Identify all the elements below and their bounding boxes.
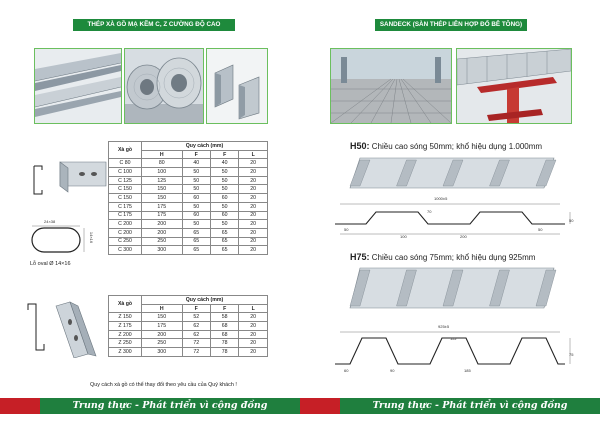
h75-code: H75: (350, 252, 370, 262)
z-cell: 62 (182, 330, 210, 339)
c-cell: 175 (142, 211, 183, 220)
z-cell: 20 (239, 348, 268, 357)
c-cell: 65 (210, 228, 238, 237)
z-cell: 20 (239, 339, 268, 348)
hole-width-dim: 24×38 (44, 219, 56, 224)
c-cell: C 125 (109, 176, 142, 185)
h50-dim-b: 200 (460, 234, 467, 239)
z-cell: 72 (182, 339, 210, 348)
c-row (109, 228, 268, 237)
c-row (109, 194, 268, 203)
c-cell: 20 (239, 228, 268, 237)
c-cell: C 175 (109, 211, 142, 220)
c-cell: 20 (239, 220, 268, 229)
c-sub-h: H (142, 150, 183, 159)
z-row (109, 348, 268, 357)
c-cell: 65 (182, 246, 210, 255)
hole-height-dim: 14×16 (89, 231, 95, 244)
c-cell: 20 (239, 159, 268, 168)
h75-title (350, 252, 535, 262)
sandeck-banner: SANDECK (SÀN THÉP LIÊN HỢP ĐỔ BÊ TÔNG) (375, 19, 527, 31)
z-cell: 68 (210, 330, 238, 339)
steel-coils-photo (124, 48, 204, 124)
c-cell: 60 (210, 211, 238, 220)
c-purlin-drawing (30, 160, 110, 200)
z-purlin-table (108, 295, 268, 357)
c-cell: 200 (142, 228, 183, 237)
purlin-banner: THÉP XÀ GỒ MẠ KẼM C, Z CƯỜNG ĐỘ CAO (73, 19, 235, 31)
h75-text: Chiều cao sóng 75mm; khổ hiệu dụng 925mm (369, 253, 536, 262)
z-cell: 200 (142, 330, 183, 339)
z-sub-l: L (239, 304, 268, 313)
c-row (109, 202, 268, 211)
c-cell: C 300 (109, 246, 142, 255)
z-cell: Z 250 (109, 339, 142, 348)
c-cell: 20 (239, 202, 268, 211)
z-cell: 20 (239, 330, 268, 339)
oval-hole-drawing (30, 224, 90, 256)
z-row (109, 313, 268, 322)
c-cell: 125 (142, 176, 183, 185)
z-sub-f1: F (182, 304, 210, 313)
z-cell: 20 (239, 322, 268, 331)
h50-dim-height: 50 (569, 218, 574, 223)
footer-slogan-left: Trung thực - Phát triển vì cộng đồng (72, 400, 268, 411)
h50-text: Chiều cao sóng 50mm; khổ hiệu dụng 1.000mm (369, 142, 543, 151)
z-purlin-drawing (26, 300, 106, 358)
c-cell: 200 (142, 220, 183, 229)
h50-deck-3d (340, 152, 570, 194)
z-cell: 62 (182, 322, 210, 331)
c-cell: C 175 (109, 202, 142, 211)
z-cell: 58 (210, 313, 238, 322)
c-cell: 150 (142, 194, 183, 203)
c-cell: 60 (182, 194, 210, 203)
c-col-xago: Xà gồ (109, 142, 142, 159)
c-row (109, 185, 268, 194)
c-cell: 50 (210, 176, 238, 185)
z-row (109, 322, 268, 331)
h50-dim-right: 50 (538, 227, 543, 232)
c-cell: C 200 (109, 220, 142, 229)
c-sub-f1: F (182, 150, 210, 159)
c-cell: 50 (182, 185, 210, 194)
z-sub-f2: F (210, 304, 238, 313)
footer-slogan-right: Trung thực - Phát triển vì cộng đồng (372, 400, 568, 411)
z-row (109, 339, 268, 348)
c-row (109, 246, 268, 255)
z-cell: 78 (210, 339, 238, 348)
c-cell: C 250 (109, 237, 142, 246)
z-cell: 52 (182, 313, 210, 322)
c-cell: 20 (239, 168, 268, 177)
z-cell: 150 (142, 313, 183, 322)
c-cell: 60 (182, 211, 210, 220)
c-cell: 20 (239, 237, 268, 246)
right-page (300, 0, 600, 424)
c-cell: 50 (210, 220, 238, 229)
c-cell: 50 (210, 168, 238, 177)
c-cell: C 150 (109, 185, 142, 194)
z-cell: 300 (142, 348, 183, 357)
z-row (109, 330, 268, 339)
c-cell: 60 (210, 194, 238, 203)
c-cell: 175 (142, 202, 183, 211)
z-cell: 250 (142, 339, 183, 348)
c-cell: 65 (182, 237, 210, 246)
c-cell: 40 (210, 159, 238, 168)
c-col-group: Quy cách (mm) (142, 142, 268, 151)
c-cell: 50 (182, 176, 210, 185)
z-cell: Z 300 (109, 348, 142, 357)
h50-width: 1000±5 (434, 196, 448, 201)
c-cell: 40 (182, 159, 210, 168)
h50-title (350, 141, 542, 151)
c-cell: C 150 (109, 194, 142, 203)
c-row (109, 168, 268, 177)
h75-dim-left: 60 (344, 368, 349, 373)
c-sub-f2: F (210, 150, 238, 159)
c-cell: 80 (142, 159, 183, 168)
z-cell: 72 (182, 348, 210, 357)
steel-purlins-photo (34, 48, 122, 124)
c-sub-l: L (239, 150, 268, 159)
steel-deck-beam-photo (456, 48, 572, 124)
c-row (109, 176, 268, 185)
c-cell: 65 (210, 246, 238, 255)
c-row (109, 220, 268, 229)
c-cell: 50 (210, 202, 238, 211)
c-purlin-table (108, 141, 268, 255)
c-row (109, 211, 268, 220)
c-cell: 150 (142, 185, 183, 194)
c-cell: C 80 (109, 159, 142, 168)
footer-right (300, 398, 600, 414)
c-cell: 50 (182, 220, 210, 229)
c-cell: 50 (182, 168, 210, 177)
c-cell: 250 (142, 237, 183, 246)
z-cell: Z 175 (109, 322, 142, 331)
h50-code: H50: (350, 141, 370, 151)
h75-width: 925±5 (438, 324, 450, 329)
c-cell: 50 (182, 202, 210, 211)
z-col-group: Quy cách (mm) (142, 296, 268, 305)
z-cell: 175 (142, 322, 183, 331)
z-cell: Z 150 (109, 313, 142, 322)
h50-dim-left: 50 (344, 227, 349, 232)
c-row (109, 159, 268, 168)
c-cell: 20 (239, 246, 268, 255)
spec-note: Quy cách xà gồ có thể thay đổi theo yêu cầu của Quý khách ! (90, 382, 237, 388)
z-cell: 68 (210, 322, 238, 331)
c-cell: 20 (239, 185, 268, 194)
z-cell: Z 200 (109, 330, 142, 339)
oval-hole-label: Lỗ oval Ø 14×16 (30, 261, 71, 267)
c-purlins-photo (206, 48, 268, 124)
c-cell: 65 (210, 237, 238, 246)
c-cell: 20 (239, 176, 268, 185)
z-cell: 20 (239, 313, 268, 322)
h75-deck-3d (340, 262, 570, 314)
c-cell: C 200 (109, 228, 142, 237)
c-cell: 300 (142, 246, 183, 255)
h75-dim-top: 115 (450, 336, 457, 341)
h50-dim-top: 70 (427, 209, 432, 214)
warehouse-floor-photo (330, 48, 452, 124)
c-cell: 65 (182, 228, 210, 237)
c-cell: 20 (239, 194, 268, 203)
c-row (109, 237, 268, 246)
z-col-xago: Xà gồ (109, 296, 142, 313)
h75-dim-height: 75 (569, 352, 574, 357)
h75-dim-b: 185 (464, 368, 471, 373)
c-cell: 50 (210, 185, 238, 194)
z-cell: 78 (210, 348, 238, 357)
h50-dim-a: 100 (400, 234, 407, 239)
c-cell: 100 (142, 168, 183, 177)
c-cell: C 100 (109, 168, 142, 177)
h50-profile-drawing (330, 202, 575, 240)
footer-left (0, 398, 300, 414)
c-cell: 20 (239, 211, 268, 220)
h75-dim-a: 90 (390, 368, 395, 373)
z-sub-h: H (142, 304, 183, 313)
